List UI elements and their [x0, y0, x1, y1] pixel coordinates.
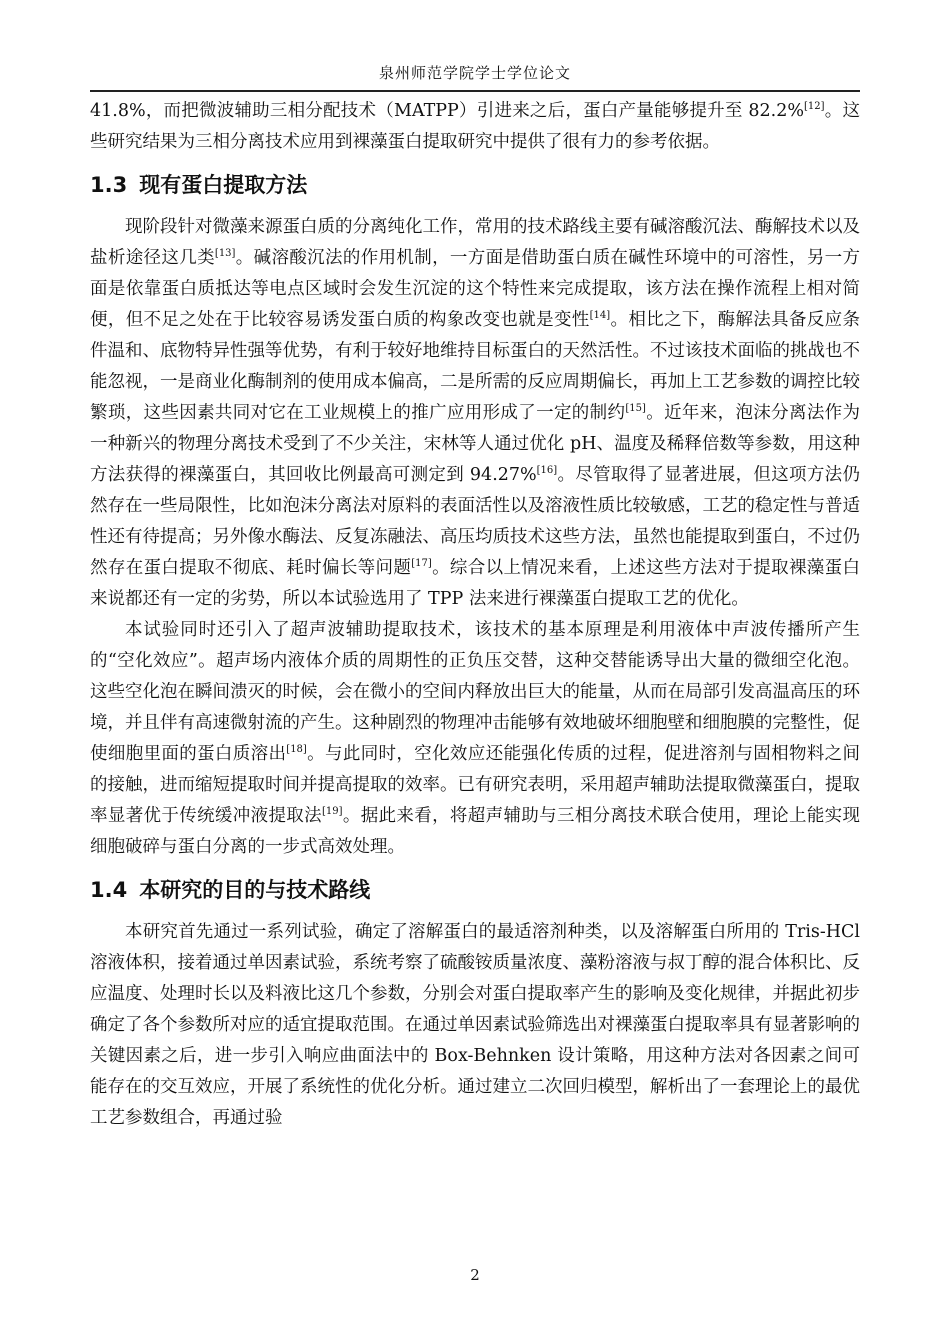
text-run: 。近年来，泡沫分离法作为一种新兴的物理分离技术受到了不少关注，宋林等人通过优化 pH、温度及稀释倍数等参数，用这种方法获得的裸藻蛋白，其回收比例最高可测定到 94.27% [90, 403, 861, 485]
citation-ref: [18] [286, 744, 307, 756]
text-run: 本试验同时还引入了超声波辅助提取技术，该技术的基本原理是利用液体中声波传播所产生的“空化效应”。超声场内液体介质的周期性的正负压交替，这种交替能诱导出大量的微细空化泡。这些空化泡在瞬间溃灭的时候，会在微小的空间内释放出巨大的能量，从而在局部引发高温高压的环境，并且伴有高速微射流的产生。这种剧烈的物理冲击能够有效地破坏细胞壁和细胞膜的完整性，促使细胞里面的蛋白质溶出 [90, 620, 860, 764]
text-run: 。综合以上情况来看，上述这些方法对于提取裸藻蛋白来说都还有一定的劣势，所以本试验选用了 TPP 法来进行裸藻蛋白提取工艺的优化。 [90, 558, 861, 609]
page-footer [0, 1266, 950, 1284]
page-body [90, 96, 860, 1134]
text-run: 本研究首先通过一系列试验，确定了溶解蛋白的最适溶剂种类，以及溶解蛋白所用的 Tris-HCl 溶液体积，接着通过单因素试验，系统考察了硫酸铵质量浓度、藻粉溶液与叔丁醇的混合体积比、反应温度、处理时长以及料液比这几个参数，分别会对蛋白提取率产生的影响及变化规律，并据此初步确定了各个参数所对应的适宜提取范围。在通过单因素试验筛选出对裸藻蛋白提取率具有显著影响的关键因素之后，进一步引入响应曲面法中的 Box-Behnken 设计策略，用这种方法对各因素之间可能存在的交互效应，开展了系统性的优化分析。通过建立二次回归模型，解析出了一套理论上的最优工艺参数组合，再通过验 [90, 922, 860, 1128]
text-run: 。据此来看，将超声辅助与三相分离技术联合使用，理论上能实现细胞破碎与蛋白分离的一步式高效处理。 [90, 806, 861, 857]
citation-ref: [16] [536, 465, 558, 477]
section-heading-1-4 [90, 875, 860, 905]
paragraph-research-route [90, 917, 860, 1134]
text-run: 。碱溶酸沉法的作用机制，一方面是借助蛋白质在碱性环境中的可溶性，另一方面是依靠蛋白质抵达等电点区域时会发生沉淀的这个特性来完成提取，该方法在操作流程上相对简便，但不足之处在于比较容易诱发蛋白质的构象改变也就是变性 [90, 248, 861, 330]
text-run: 。这些研究结果为三相分离技术应用到裸藻蛋白提取研究中提供了很有力的参考依据。 [90, 101, 860, 152]
paragraph-continued [90, 96, 860, 158]
section-title: 现有蛋白提取方法 [139, 173, 308, 197]
citation-ref: [17] [411, 558, 432, 570]
paragraph-extraction-methods [90, 212, 860, 615]
citation-ref: [12] [804, 101, 825, 113]
text-run: 现阶段针对微藻来源蛋白质的分离纯化工作，常用的技术路线主要有碱溶酸沉法、酶解技术以及盐析途径这几类 [90, 217, 860, 268]
section-number: 1.3 [90, 173, 128, 197]
citation-ref: [13] [214, 248, 236, 260]
section-number: 1.4 [90, 878, 128, 902]
section-title: 本研究的目的与技术路线 [139, 878, 371, 902]
text-run: 。相比之下，酶解法具备反应条件温和、底物特异性强等优势，有利于较好地维持目标蛋白的天然活性。不过该技术面临的挑战也不能忽视，一是商业化酶制剂的使用成本偏高，二是所需的反应周期偏长，再加上工艺参数的调控比较繁琐，这些因素共同对它在工业规模上的推广应用形成了一定的制约 [90, 310, 861, 423]
text-run: 。尽管取得了显著进展，但这项方法仍然存在一些局限性，比如泡沫分离法对原料的表面活性以及溶液性质比较敏感，工艺的稳定性与普适性还有待提高；另外像水酶法、反复冻融法、高压均质技术这些方法，虽然也能提取到蛋白，不过仍然存在蛋白提取不彻底、耗时偏长等问题 [90, 465, 860, 578]
citation-ref: [15] [625, 403, 646, 415]
text-run: 41.8%，而把微波辅助三相分配技术（MATPP）引进来之后，蛋白产量能够提升至 82.2% [90, 101, 805, 121]
page-number: 2 [470, 1266, 480, 1284]
text-run: 。与此同时，空化效应还能强化传质的过程，促进溶剂与固相物料之间的接触，进而缩短提取时间并提高提取的效率。已有研究表明，采用超声辅助法提取微藻蛋白，提取率显著优于传统缓冲液提取法 [90, 744, 861, 826]
running-header [90, 60, 860, 92]
section-heading-1-3 [90, 170, 860, 200]
thesis-header-title: 泉州师范学院学士学位论文 [378, 64, 571, 82]
paragraph-ultrasound [90, 615, 860, 863]
citation-ref: [19] [321, 806, 343, 818]
citation-ref: [14] [589, 310, 611, 322]
